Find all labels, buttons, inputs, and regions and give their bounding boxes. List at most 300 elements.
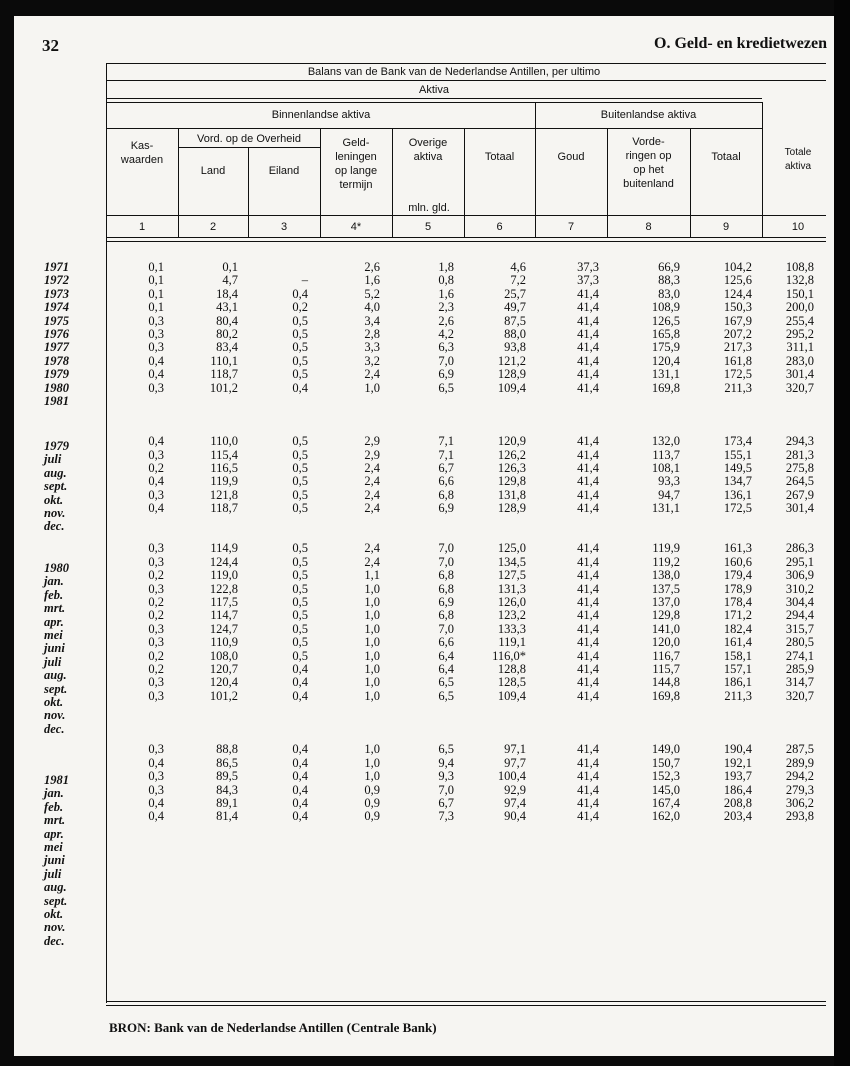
table-cell: 9,4 bbox=[438, 755, 454, 770]
table-cell: 301,4 bbox=[785, 367, 814, 382]
table-cell: 255,4 bbox=[785, 313, 814, 328]
table-cell: 211,3 bbox=[724, 688, 752, 703]
col-number-6: 6 bbox=[496, 221, 503, 233]
table-cell: 90,4 bbox=[504, 809, 526, 824]
table-cell: 0,2 bbox=[292, 300, 308, 315]
table-cell: 275,8 bbox=[785, 461, 814, 475]
table-cell: 6,9 bbox=[438, 595, 454, 609]
table-cell: 158,1 bbox=[723, 648, 752, 663]
row-label: aug. bbox=[44, 880, 67, 895]
table-cell: 108,8 bbox=[785, 260, 814, 274]
row-label: feb. bbox=[44, 799, 64, 814]
table-cell: 6,9 bbox=[438, 501, 454, 516]
table-cell: 217,3 bbox=[723, 340, 752, 355]
table-cell: 1,1 bbox=[364, 568, 380, 583]
scan-edge bbox=[834, 0, 850, 1066]
table-cell: 0,1 bbox=[222, 260, 238, 274]
table-cell: 128,9 bbox=[497, 501, 526, 516]
table-cell: 126,5 bbox=[651, 313, 680, 328]
row-label: mei bbox=[44, 840, 63, 854]
table-cell: 3,3 bbox=[364, 340, 380, 355]
row-label: juli bbox=[44, 866, 62, 881]
row-label: jan. bbox=[44, 786, 64, 801]
table-cell: 120,4 bbox=[209, 675, 238, 690]
table-cell: 283,0 bbox=[785, 353, 814, 368]
table-cell: 136,1 bbox=[723, 487, 752, 502]
table-cell: 128,9 bbox=[497, 367, 526, 382]
table-cell: 0,5 bbox=[292, 581, 308, 596]
table-cell: 149,5 bbox=[723, 461, 752, 475]
row-label: juli bbox=[44, 452, 62, 467]
table-cell: 0,1 bbox=[148, 300, 164, 315]
table-cell: 6,6 bbox=[438, 635, 454, 650]
table-cell: 7,0 bbox=[438, 621, 454, 636]
table-cell: 1,0 bbox=[364, 769, 380, 784]
table-cell: 1,0 bbox=[364, 595, 380, 609]
row-label: okt. bbox=[44, 695, 64, 709]
table-cell: 165,8 bbox=[651, 327, 680, 341]
table-cell: 2,9 bbox=[364, 447, 380, 462]
table-cell: 152,3 bbox=[651, 769, 680, 784]
table-cell: 0,4 bbox=[148, 796, 164, 810]
table-cell: 6,4 bbox=[438, 662, 454, 676]
row-label: juni bbox=[44, 641, 65, 656]
table-cell: 104,2 bbox=[723, 260, 752, 274]
table-cell: 87,5 bbox=[504, 313, 526, 328]
table-cell: 161,3 bbox=[723, 541, 752, 556]
table-cell: 274,1 bbox=[785, 648, 814, 663]
row-label: sept. bbox=[44, 681, 68, 696]
table-cell: 6,5 bbox=[438, 380, 454, 395]
table-cell: 2,4 bbox=[364, 487, 380, 502]
table-cell: 0,5 bbox=[292, 327, 308, 341]
table-cell: 0,3 bbox=[148, 487, 164, 502]
table-cell: 115,4 bbox=[210, 447, 238, 462]
table-cell: 4,0 bbox=[364, 300, 380, 315]
table-cell: 6,8 bbox=[438, 487, 454, 502]
table-cell: 2,4 bbox=[364, 461, 380, 475]
row-label: aug. bbox=[44, 668, 67, 683]
table-cell: 41,4 bbox=[577, 313, 599, 328]
table-cell: 2,8 bbox=[364, 327, 380, 341]
table-cell: 0,4 bbox=[148, 474, 164, 489]
col-number-5: 5 bbox=[424, 221, 432, 233]
table-cell: 0,3 bbox=[148, 675, 164, 690]
table-cell: 167,9 bbox=[723, 313, 752, 328]
table-cell: 88,3 bbox=[658, 273, 680, 288]
table-cell: 2,4 bbox=[364, 501, 380, 516]
table-cell: 83,0 bbox=[658, 286, 680, 301]
table-cell: 131,1 bbox=[651, 501, 680, 516]
table-cell: 0,5 bbox=[292, 635, 308, 650]
table-cell: 0,5 bbox=[292, 608, 308, 623]
row-label: 1975 bbox=[44, 313, 69, 328]
table-cell: 175,9 bbox=[651, 340, 680, 355]
table-cell: 116,7 bbox=[652, 648, 680, 663]
table-cell: 97,1 bbox=[504, 742, 526, 757]
table-cell: 0,4 bbox=[148, 367, 164, 382]
table-cell: 320,7 bbox=[785, 688, 814, 703]
table-cell: 41,4 bbox=[577, 286, 599, 301]
table-cell: 171,2 bbox=[723, 608, 752, 623]
table-cell: 1,0 bbox=[364, 648, 380, 663]
table-cell: 88,8 bbox=[216, 742, 238, 757]
table-cell: 7,0 bbox=[438, 782, 454, 797]
table-cell: 200,0 bbox=[785, 300, 814, 315]
table-cell: 207,2 bbox=[723, 327, 752, 341]
table-cell: 41,4 bbox=[577, 300, 599, 315]
table-cell: 128,8 bbox=[497, 662, 526, 676]
table-cell: 6,4 bbox=[438, 648, 454, 663]
table-cell: 125,0 bbox=[497, 541, 526, 556]
table-cell: 41,4 bbox=[577, 635, 599, 650]
table-cell: 119,1 bbox=[498, 635, 526, 650]
row-label: mrt. bbox=[44, 813, 66, 828]
col-number-3: 3 bbox=[280, 221, 288, 233]
table-cell: 6,8 bbox=[438, 581, 454, 596]
table-cell: 1,0 bbox=[364, 755, 380, 770]
table-cell: 294,3 bbox=[785, 434, 814, 449]
col-kas: Kas- waarden bbox=[120, 140, 164, 166]
row-label: dec. bbox=[44, 933, 65, 948]
row-label: feb. bbox=[44, 587, 64, 602]
row-label: nov. bbox=[44, 920, 66, 935]
table-cell: 129,8 bbox=[497, 474, 526, 489]
table-cell: 41,4 bbox=[577, 380, 599, 395]
row-label: dec. bbox=[44, 519, 65, 534]
table-cell: 211,3 bbox=[724, 380, 752, 395]
table-cell: 264,5 bbox=[785, 474, 814, 489]
row-label: 1974 bbox=[44, 300, 69, 315]
table-cell: 137,5 bbox=[651, 581, 680, 596]
row-label: 1973 bbox=[44, 286, 69, 301]
table-cell: 0,5 bbox=[292, 554, 308, 569]
table-cell: 0,5 bbox=[292, 447, 308, 462]
table-cell: 293,8 bbox=[785, 809, 814, 824]
table-cell: 41,4 bbox=[577, 327, 599, 341]
table-cell: 41,4 bbox=[577, 755, 599, 770]
table-cell: 116,0* bbox=[492, 648, 526, 663]
table-cell: 80,4 bbox=[216, 313, 238, 328]
table-cell: 131,1 bbox=[651, 367, 680, 382]
col-totaal-buiten: Totaal bbox=[711, 151, 741, 163]
row-label: okt. bbox=[44, 907, 64, 921]
table-cell: 144,8 bbox=[651, 675, 680, 690]
table-cell: 279,3 bbox=[785, 782, 814, 797]
col-overige: Overige aktiva bbox=[408, 137, 448, 163]
table-cell: 41,4 bbox=[577, 782, 599, 797]
row-label: apr. bbox=[44, 614, 64, 629]
table-cell: 93,3 bbox=[658, 474, 680, 489]
page-number: 32 bbox=[42, 36, 59, 55]
table-cell: 0,3 bbox=[148, 541, 164, 556]
table-cell: 41,4 bbox=[577, 675, 599, 690]
col-totale-aktiva: Totale aktiva bbox=[784, 147, 812, 172]
table-cell: 118,7 bbox=[210, 501, 238, 516]
table-cell: 0,4 bbox=[292, 380, 308, 395]
table-cell: 123,2 bbox=[497, 608, 526, 623]
table-cell: 1,0 bbox=[364, 662, 380, 676]
row-label: okt. bbox=[44, 492, 64, 507]
row-label: 1979 bbox=[44, 439, 69, 453]
row-label: juli bbox=[44, 654, 62, 669]
table-cell: 149,0 bbox=[651, 742, 680, 757]
table-cell: 1,0 bbox=[364, 742, 380, 757]
table-cell: 134,7 bbox=[723, 474, 752, 489]
col-number-1: 1 bbox=[138, 221, 146, 233]
table-cell: 0,4 bbox=[292, 769, 308, 784]
table-cell: 7,0 bbox=[438, 353, 454, 368]
table-cell: 0,4 bbox=[292, 755, 308, 770]
table-cell: 150,7 bbox=[651, 755, 680, 770]
table-cell: 306,2 bbox=[785, 796, 814, 810]
table-cell: 97,4 bbox=[504, 796, 526, 810]
table-cell: 172,5 bbox=[723, 367, 752, 382]
table-cell: 1,8 bbox=[438, 260, 454, 274]
row-label: sept. bbox=[44, 893, 68, 908]
table-cell: 131,3 bbox=[497, 581, 526, 596]
row-label: 1976 bbox=[44, 327, 69, 341]
table-cell: 0,3 bbox=[148, 782, 164, 797]
table-cell: 169,8 bbox=[651, 380, 680, 395]
table-cell: 2,6 bbox=[438, 313, 454, 328]
table-cell: 94,7 bbox=[658, 487, 680, 502]
table-cell: 41,4 bbox=[577, 353, 599, 368]
table-cell: 0,1 bbox=[148, 260, 164, 274]
table-cell: 86,5 bbox=[216, 755, 238, 770]
row-label: mrt. bbox=[44, 601, 66, 616]
col-vorderingen: Vorde- ringen op op het buitenland bbox=[623, 136, 674, 190]
table-cell: 120,0 bbox=[651, 635, 680, 650]
table-cell: 0,4 bbox=[292, 675, 308, 690]
table-cell: 280,5 bbox=[785, 635, 814, 650]
table-cell: 0,9 bbox=[364, 796, 380, 810]
row-label: nov. bbox=[44, 506, 66, 520]
table-cell: 41,4 bbox=[577, 648, 599, 663]
table-cell: 41,4 bbox=[577, 434, 599, 449]
col-goud: Goud bbox=[557, 151, 585, 163]
table-cell: 267,9 bbox=[785, 487, 814, 502]
table-cell: 0,3 bbox=[148, 635, 164, 650]
table-cell: 2,4 bbox=[364, 474, 380, 489]
table-cell: 0,4 bbox=[148, 755, 164, 770]
col-number-7: 7 bbox=[567, 221, 575, 233]
table-cell: 0,1 bbox=[148, 286, 164, 301]
table-cell: 285,9 bbox=[785, 662, 814, 676]
table-cell: 126,2 bbox=[497, 447, 526, 462]
table-cell: 0,5 bbox=[292, 461, 308, 475]
table-cell: 110,0 bbox=[210, 434, 238, 449]
table-cell: 89,1 bbox=[216, 796, 238, 810]
table-cell: 7,3 bbox=[438, 809, 454, 824]
table-cell: 1,0 bbox=[364, 675, 380, 690]
table-cell: 314,7 bbox=[785, 675, 814, 690]
table-cell: 150,1 bbox=[785, 286, 814, 301]
table-cell: 304,4 bbox=[785, 595, 814, 609]
table-cell: 6,5 bbox=[438, 742, 454, 757]
table-cell: 2,4 bbox=[364, 541, 380, 556]
table-cell: 150,3 bbox=[723, 300, 752, 315]
table-cell: 157,1 bbox=[723, 662, 752, 676]
table-cell: 108,9 bbox=[651, 300, 680, 315]
row-label: 1978 bbox=[44, 353, 69, 368]
table-cell: 41,4 bbox=[577, 501, 599, 516]
table-cell: 120,4 bbox=[651, 353, 680, 368]
col-vord-overheid: Vord. op de Overheid bbox=[197, 133, 301, 145]
table-cell: 41,4 bbox=[577, 474, 599, 489]
row-label: 1981 bbox=[44, 394, 69, 408]
table-cell: 120,9 bbox=[497, 434, 526, 449]
source-note: BRON: Bank van de Nederlandse Antillen (Centrale Bank) bbox=[109, 1020, 437, 1035]
table-cell: 88,0 bbox=[504, 327, 526, 341]
table-cell: 2,6 bbox=[364, 260, 380, 274]
table-cell: 7,1 bbox=[438, 447, 454, 462]
table-cell: 1,6 bbox=[438, 286, 454, 301]
row-label: 1980 bbox=[44, 561, 69, 575]
table-cell: 9,3 bbox=[438, 769, 454, 784]
table-cell: 0,5 bbox=[292, 353, 308, 368]
table-cell: 6,9 bbox=[438, 367, 454, 382]
table-cell: 0,5 bbox=[292, 621, 308, 636]
table-cell: 41,4 bbox=[577, 554, 599, 569]
table-cell: 41,4 bbox=[577, 809, 599, 824]
table-cell: 310,2 bbox=[785, 581, 814, 596]
table-cell: 110,1 bbox=[210, 353, 238, 368]
table-cell: 0,2 bbox=[148, 608, 164, 623]
table-cell: 137,0 bbox=[651, 595, 680, 609]
table-cell: 41,4 bbox=[577, 340, 599, 355]
table-cell: 93,8 bbox=[504, 340, 526, 355]
table-cell: 3,4 bbox=[364, 313, 380, 328]
row-label: 1981 bbox=[44, 773, 69, 787]
table-cell: 6,5 bbox=[438, 675, 454, 690]
table-cell: 117,5 bbox=[210, 595, 238, 609]
aktiva-header: Aktiva bbox=[419, 84, 449, 96]
table-cell: 0,4 bbox=[148, 809, 164, 824]
table-cell: 7,0 bbox=[438, 541, 454, 556]
binnenlandse-header: Binnenlandse aktiva bbox=[271, 109, 371, 121]
table-cell: 127,5 bbox=[497, 568, 526, 583]
table-cell: 119,0 bbox=[210, 568, 238, 583]
table-cell: 0,3 bbox=[148, 327, 164, 341]
table-cell: 41,4 bbox=[577, 742, 599, 757]
table-cell: 0,2 bbox=[148, 595, 164, 609]
table-cell: 120,7 bbox=[209, 662, 238, 676]
table-cell: 6,7 bbox=[438, 461, 454, 475]
table-cell: 115,7 bbox=[652, 662, 680, 676]
table-cell: 125,6 bbox=[723, 273, 752, 288]
table-cell: 186,1 bbox=[723, 675, 752, 690]
table-cell: 119,9 bbox=[652, 541, 680, 556]
table-cell: 41,4 bbox=[577, 608, 599, 623]
col-land: Land bbox=[200, 165, 226, 177]
table-cell: 2,9 bbox=[364, 434, 380, 449]
table-cell: 41,4 bbox=[577, 487, 599, 502]
table-cell: 41,4 bbox=[577, 796, 599, 810]
table-cell: 4,6 bbox=[510, 260, 526, 274]
table-cell: 6,8 bbox=[438, 568, 454, 583]
table-title: Balans van de Bank van de Nederlandse Antillen, per ultimo bbox=[307, 66, 601, 78]
table-cell: 41,4 bbox=[577, 769, 599, 784]
table-cell: 0,5 bbox=[292, 648, 308, 663]
table-cell: 0,1 bbox=[148, 273, 164, 288]
col-number-9: 9 bbox=[722, 221, 730, 233]
table-cell: 41,4 bbox=[577, 367, 599, 382]
table-cell: 108,1 bbox=[651, 461, 680, 475]
table-cell: 0,5 bbox=[292, 434, 308, 449]
table-cell: – bbox=[301, 273, 308, 288]
table-cell: 41,4 bbox=[577, 621, 599, 636]
table-cell: 295,1 bbox=[785, 554, 814, 569]
table-cell: 0,3 bbox=[148, 621, 164, 636]
table-cell: 320,7 bbox=[785, 380, 814, 395]
table-cell: 124,4 bbox=[209, 554, 238, 569]
table-cell: 134,5 bbox=[497, 554, 526, 569]
table-cell: 0,2 bbox=[148, 662, 164, 676]
table-cell: 145,0 bbox=[651, 782, 680, 797]
table-cell: 2,3 bbox=[438, 300, 454, 315]
table-cell: 167,4 bbox=[651, 796, 680, 810]
table-cell: 173,4 bbox=[723, 434, 752, 449]
table-cell: 37,3 bbox=[577, 273, 599, 288]
table-cell: 306,9 bbox=[785, 568, 814, 583]
row-label: aug. bbox=[44, 465, 67, 480]
table-cell: 84,3 bbox=[216, 782, 238, 797]
table-cell: 138,0 bbox=[651, 568, 680, 583]
table-cell: 41,4 bbox=[577, 662, 599, 676]
table-cell: 7,1 bbox=[438, 434, 454, 449]
table-cell: 0,5 bbox=[292, 568, 308, 583]
table-cell: 0,5 bbox=[292, 313, 308, 328]
table-cell: 101,2 bbox=[209, 380, 238, 395]
table-cell: 1,0 bbox=[364, 621, 380, 636]
table-cell: 110,9 bbox=[210, 635, 238, 650]
table-cell: 0,4 bbox=[292, 809, 308, 824]
row-label: apr. bbox=[44, 826, 64, 841]
table-cell: 41,4 bbox=[577, 581, 599, 596]
col-number-10: 10 bbox=[791, 221, 805, 233]
row-label: 1979 bbox=[44, 367, 69, 382]
table-cell: 0,5 bbox=[292, 595, 308, 609]
unit-label: mln. gld. bbox=[408, 202, 450, 214]
table-cell: 7,0 bbox=[438, 554, 454, 569]
table-cell: 129,8 bbox=[651, 608, 680, 623]
table-cell: 49,7 bbox=[504, 300, 526, 315]
table-cell: 161,8 bbox=[723, 353, 752, 368]
table-cell: 141,0 bbox=[651, 621, 680, 636]
table-cell: 155,1 bbox=[723, 447, 752, 462]
table-cell: 0,5 bbox=[292, 474, 308, 489]
table-cell: 0,4 bbox=[292, 796, 308, 810]
table-cell: 121,2 bbox=[497, 353, 526, 368]
table-cell: 0,3 bbox=[148, 688, 164, 703]
table-cell: 0,5 bbox=[292, 501, 308, 516]
table-cell: 1,0 bbox=[364, 581, 380, 596]
table-cell: 4,7 bbox=[222, 273, 238, 288]
table-cell: 0,4 bbox=[292, 662, 308, 676]
table-cell: 126,3 bbox=[497, 461, 526, 475]
table-cell: 289,9 bbox=[785, 755, 814, 770]
table-cell: 0,2 bbox=[148, 648, 164, 663]
table-cell: 109,4 bbox=[497, 688, 526, 703]
col-number-2: 2 bbox=[209, 221, 217, 233]
table-cell: 119,2 bbox=[652, 554, 680, 569]
table-cell: 286,3 bbox=[785, 541, 814, 556]
table-cell: 132,8 bbox=[785, 273, 814, 288]
table-cell: 101,2 bbox=[209, 688, 238, 703]
table-cell: 0,3 bbox=[148, 313, 164, 328]
table-cell: 0,3 bbox=[148, 554, 164, 569]
